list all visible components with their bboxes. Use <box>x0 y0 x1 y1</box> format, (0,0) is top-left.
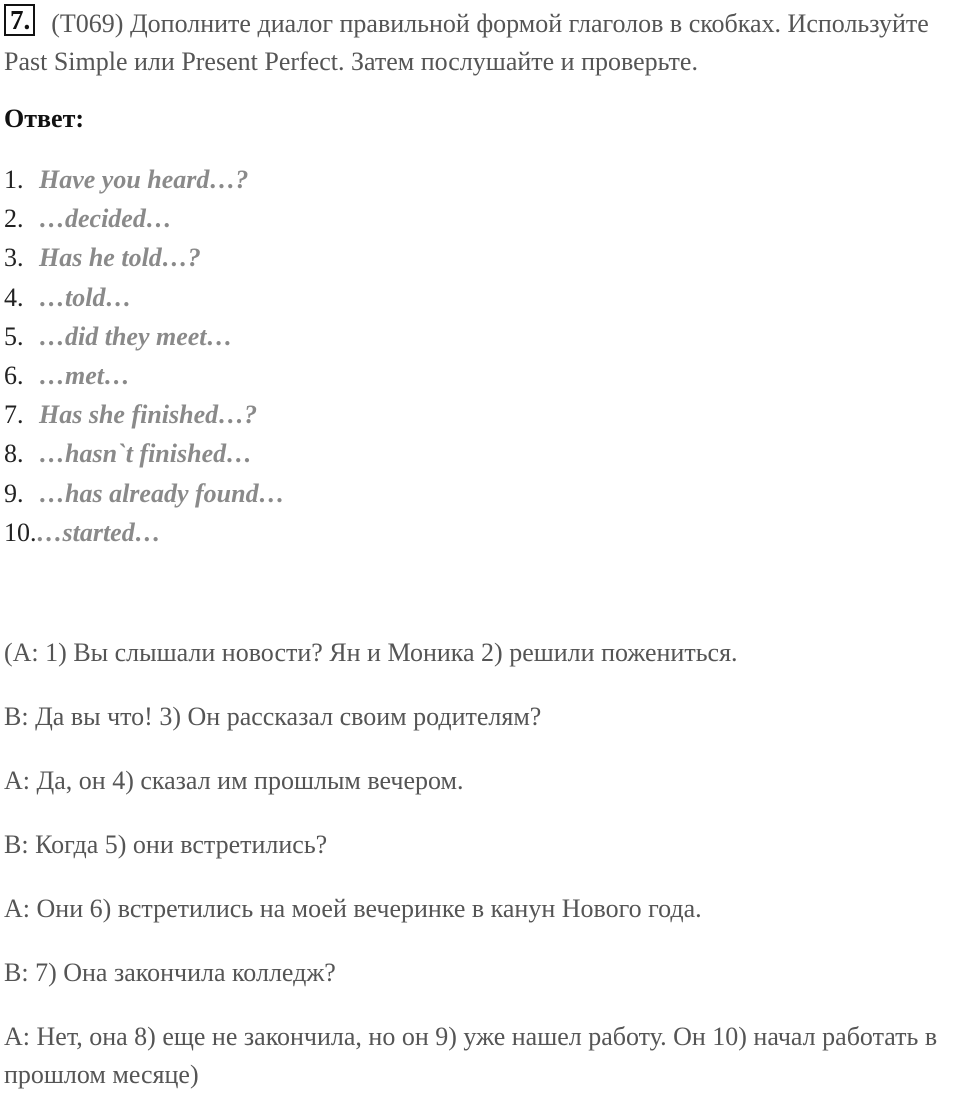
answer-text: …hasn`t finished… <box>39 439 253 469</box>
dialogue-line: В: Да вы что! 3) Он рассказал своим родителям? <box>4 702 542 731</box>
answer-list <box>4 162 285 554</box>
answer-number: 9. <box>4 478 24 508</box>
dialogue-translation <box>4 634 956 1094</box>
answer-text: Has she finished…? <box>39 400 258 430</box>
dialogue-line: А: Да, он 4) сказал им прошлым вечером. <box>4 766 464 795</box>
answer-item-2 <box>4 201 285 240</box>
answer-number: 2. <box>4 204 24 234</box>
answer-number: 10. <box>4 517 37 547</box>
answer-item-4 <box>4 280 285 319</box>
answer-text: …decided… <box>39 204 172 234</box>
task-header <box>4 4 956 81</box>
answer-text: Have you heard…? <box>39 165 249 194</box>
dialogue-line: В: Когда 5) они встретились? <box>4 830 328 859</box>
answer-text: …has already found… <box>39 478 285 508</box>
answer-item-9 <box>4 476 285 515</box>
dialogue-line: (А: 1) Вы слышали новости? Ян и Моника 2) решили пожениться. <box>4 638 738 667</box>
answer-item-10 <box>4 515 285 554</box>
answer-number: 6. <box>4 360 24 390</box>
task-number-box: 7. <box>4 4 35 36</box>
answer-item-5 <box>4 319 285 358</box>
answer-number: 8. <box>4 439 24 469</box>
answer-item-7 <box>4 397 285 436</box>
dialogue-line: А: Они 6) встретились на моей вечеринке в канун Нового года. <box>4 894 702 923</box>
answer-number: 1. <box>4 165 24 194</box>
answer-text: Has he told…? <box>39 243 201 273</box>
answer-number: 7. <box>4 400 24 430</box>
answer-text: …told… <box>39 282 132 312</box>
answer-text: …met… <box>39 360 130 390</box>
answer-text: …started… <box>36 517 161 547</box>
answer-number: 4. <box>4 282 24 312</box>
dialogue-line: А: Нет, она 8) еще не закончила, но он 9) уже нашел работу. Он 10) начал работать в прошлом месяце) <box>4 1022 938 1089</box>
answer-item-1 <box>4 162 285 201</box>
answer-heading: Ответ: <box>4 104 85 133</box>
task-instruction: (T069) Дополните диалог правильной формой глаголов в скобках. Используйте Past Simple или Present Perfect. Затем послушайте и проверьте. <box>4 9 929 76</box>
dialogue-line: В: 7) Она закончила колледж? <box>4 958 336 987</box>
answer-item-3 <box>4 240 285 279</box>
answer-item-8 <box>4 436 285 475</box>
answer-text: …did they meet… <box>39 321 233 351</box>
answer-item-6 <box>4 358 285 397</box>
answer-number: 5. <box>4 321 24 351</box>
answer-number: 3. <box>4 243 24 273</box>
